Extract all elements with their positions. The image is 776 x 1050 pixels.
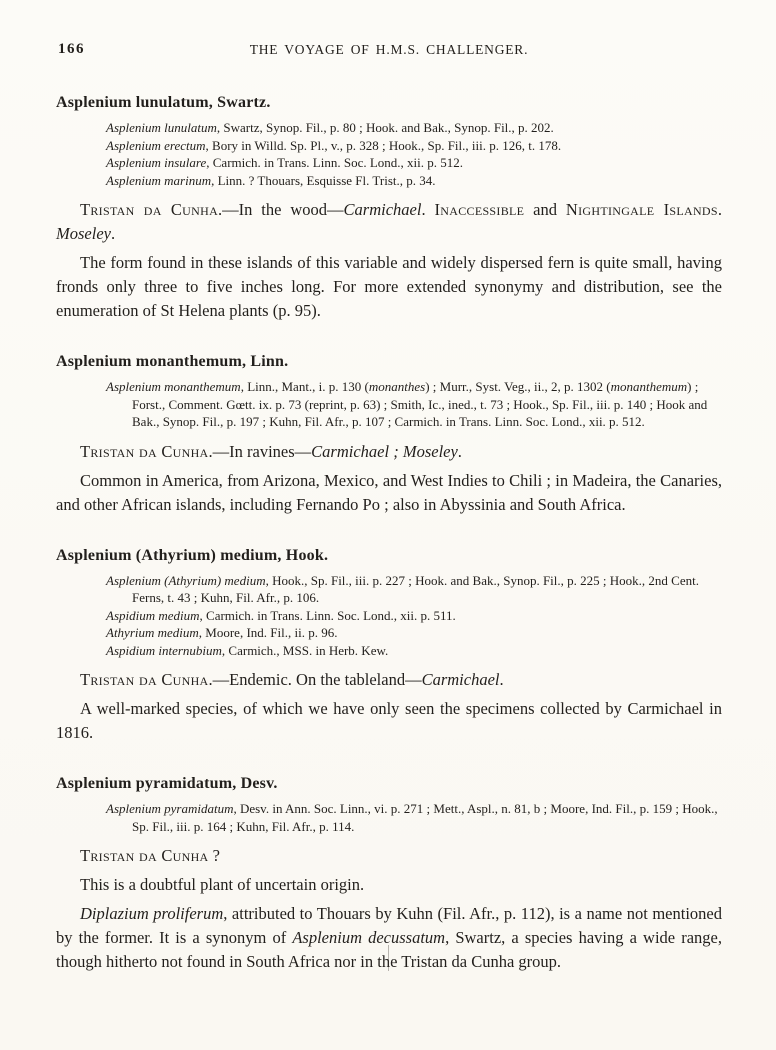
- body-paragraph: [56, 697, 722, 745]
- synonymy-block: [106, 572, 722, 660]
- species-section: [56, 94, 722, 323]
- plain-text: , Linn., Mant., i. p. 130 (: [240, 379, 369, 394]
- synonymy-entry: [106, 172, 722, 190]
- synonymy-entry: [106, 137, 722, 155]
- synonymy-entry: [106, 642, 722, 660]
- synonymy-block: [106, 378, 722, 431]
- habitat-line: [56, 844, 722, 868]
- plain-text: ) ; Murr., Syst. Veg., ii., 2, p. 1302 (: [425, 379, 611, 394]
- smallcaps-text: Tristan da Cunha: [80, 670, 209, 689]
- plain-text: , Desv. in Ann. Soc. Linn., vi. p. 271 ; Mett., Aspl., n. 81, b ; Moore, Ind. Fil., p. 159 ; Hook., Sp. Fil., iii. p. 164 ; Kuhn, Fil. Afr., p. 114.: [132, 801, 718, 834]
- synonymy-entry: [106, 624, 722, 642]
- synonymy-entry: [106, 378, 722, 431]
- plain-text: .: [110, 224, 116, 243]
- species-heading: Asplenium lunulatum, Swartz.: [56, 94, 271, 111]
- body-paragraph: [56, 469, 722, 517]
- species-section: [56, 547, 722, 746]
- synonymy-entry: [106, 154, 722, 172]
- species-heading: Asplenium (Athyrium) medium, Hook.: [56, 546, 329, 564]
- plain-text: The form found in these islands of this variable and widely dispersed fern is quite small, having fronds only three to five inches long. For more extended synonymy and distribution, see the enumeration of St Helena plants (p. 95).: [56, 253, 722, 320]
- plain-text: , Carmich. in Trans. Linn. Soc. Lond., xii. p. 512.: [206, 155, 464, 170]
- scan-artifact-line: [388, 945, 389, 971]
- smallcaps-text: Nightingale Islands: [565, 200, 718, 219]
- habitat-line: [56, 668, 722, 692]
- plain-text: , Linn. ? Thouars, Esquisse Fl. Trist., p. 34.: [211, 172, 436, 188]
- italic-text: Asplenium marinum: [106, 172, 212, 188]
- plain-text: , Carmich., MSS. in Herb. Kew.: [221, 642, 389, 658]
- species-section: [56, 353, 722, 517]
- species-section: [56, 775, 722, 974]
- body-paragraph: [56, 251, 722, 323]
- plain-text: , Swartz, Synop. Fil., p. 80 ; Hook. and Bak., Synop. Fil., p. 202.: [216, 120, 554, 135]
- plain-text: , attributed to Thouars by Kuhn (Fil. Afr., p. 112), is a name not mentioned by the former. It is a synonym of: [56, 904, 722, 947]
- italic-text: Carmichael: [421, 670, 500, 689]
- synonymy-entry: [106, 800, 722, 835]
- plain-text: Common in America, from Arizona, Mexico, and West Indies to Chili ; in Madeira, the Canaries, and other African islands, including Fernando Po ; also in Abyssinia and South Africa.: [56, 470, 722, 514]
- plain-text: .—Endemic. On the tableland—: [208, 670, 422, 689]
- italic-text: Asplenium insulare: [106, 155, 207, 170]
- italic-text: Diplazium proliferum: [80, 904, 224, 923]
- italic-text: Athyrium medium: [106, 625, 199, 640]
- body-paragraph: [56, 873, 722, 897]
- plain-text: and: [524, 200, 566, 219]
- italic-text: Asplenium decussatum: [292, 928, 446, 947]
- plain-text: , Moore, Ind. Fil., ii. p. 96.: [198, 625, 338, 640]
- running-title: THE VOYAGE OF H.M.S. CHALLENGER.: [249, 42, 529, 57]
- italic-text: Moseley: [56, 224, 111, 243]
- italic-text: Aspidium medium: [106, 607, 200, 623]
- plain-text: .—In ravines—: [208, 441, 312, 461]
- habitat-line: [56, 198, 722, 246]
- smallcaps-text: Tristan da Cunha: [80, 200, 219, 219]
- plain-text: .: [421, 200, 435, 219]
- page-header: [56, 40, 722, 62]
- plain-text: A well-marked species, of which we have only seen the specimens collected by Carmichael in 1816.: [56, 699, 722, 742]
- italic-text: Asplenium pyramidatum: [106, 801, 234, 816]
- plain-text: .: [499, 670, 504, 689]
- plain-text: ) ; Forst., Comment. Gœtt. ix. p. 73 (reprint, p. 63) ; Smith, Ic., ined., t. 73 ; Hook., Sp. Fil., iii. p. 140 ; Hook and Bak., Synop. Fil., p. 197 ; Kuhn, Fil. Afr., p. 107 ; Carmich. in Trans. Linn. Soc. Lond., xii. p. 512.: [132, 379, 708, 429]
- synonymy-entry: [106, 572, 722, 607]
- smallcaps-text: Tristan da Cunha: [80, 846, 209, 865]
- italic-text: Carmichael ; Moseley: [311, 441, 458, 461]
- italic-text: Carmichael: [343, 200, 422, 219]
- plain-text: , Swartz, a species having a wide range, though hitherto not found in South Africa nor in the Tristan da Cunha group.: [56, 928, 722, 971]
- plain-text: .: [457, 441, 462, 461]
- smallcaps-text: Inaccessible: [434, 200, 525, 219]
- species-heading: Asplenium pyramidatum, Desv.: [56, 775, 278, 792]
- page-number: 166: [58, 41, 85, 57]
- sections-container: [56, 94, 722, 974]
- plain-text: , Carmich. in Trans. Linn. Soc. Lond., xii. p. 511.: [199, 607, 456, 623]
- species-heading: Asplenium monanthemum, Linn.: [56, 353, 289, 370]
- plain-text: This is a doubtful plant of uncertain origin.: [80, 875, 365, 894]
- italic-text: Asplenium erectum: [106, 137, 206, 153]
- synonymy-block: [106, 800, 722, 835]
- italic-text: monanthes: [368, 379, 426, 394]
- plain-text: , Bory in Willd. Sp. Pl., v., p. 328 ; Hook., Sp. Fil., iii. p. 126, t. 178.: [205, 137, 562, 153]
- italic-text: Asplenium (Athyrium) medium: [106, 572, 266, 588]
- italic-text: Asplenium lunulatum: [106, 120, 217, 135]
- plain-text: ?: [208, 846, 220, 865]
- plain-text: , Hook., Sp. Fil., iii. p. 227 ; Hook. and Bak., Synop. Fil., p. 225 ; Hook., 2nd Cent. Ferns, t. 43 ; Kuhn, Fil. Afr., p. 106.: [132, 572, 699, 605]
- italic-text: Aspidium internubium: [106, 642, 222, 658]
- body-paragraph: [56, 902, 722, 974]
- plain-text: .—In the wood—: [218, 200, 344, 219]
- italic-text: monanthemum: [610, 379, 688, 394]
- synonymy-entry: [106, 119, 722, 137]
- smallcaps-text: Tristan da Cunha: [80, 441, 209, 461]
- italic-text: Asplenium monanthemum: [106, 379, 241, 394]
- plain-text: .: [717, 200, 722, 219]
- habitat-line: [56, 440, 722, 464]
- synonymy-block: [106, 119, 722, 189]
- synonymy-entry: [106, 607, 722, 625]
